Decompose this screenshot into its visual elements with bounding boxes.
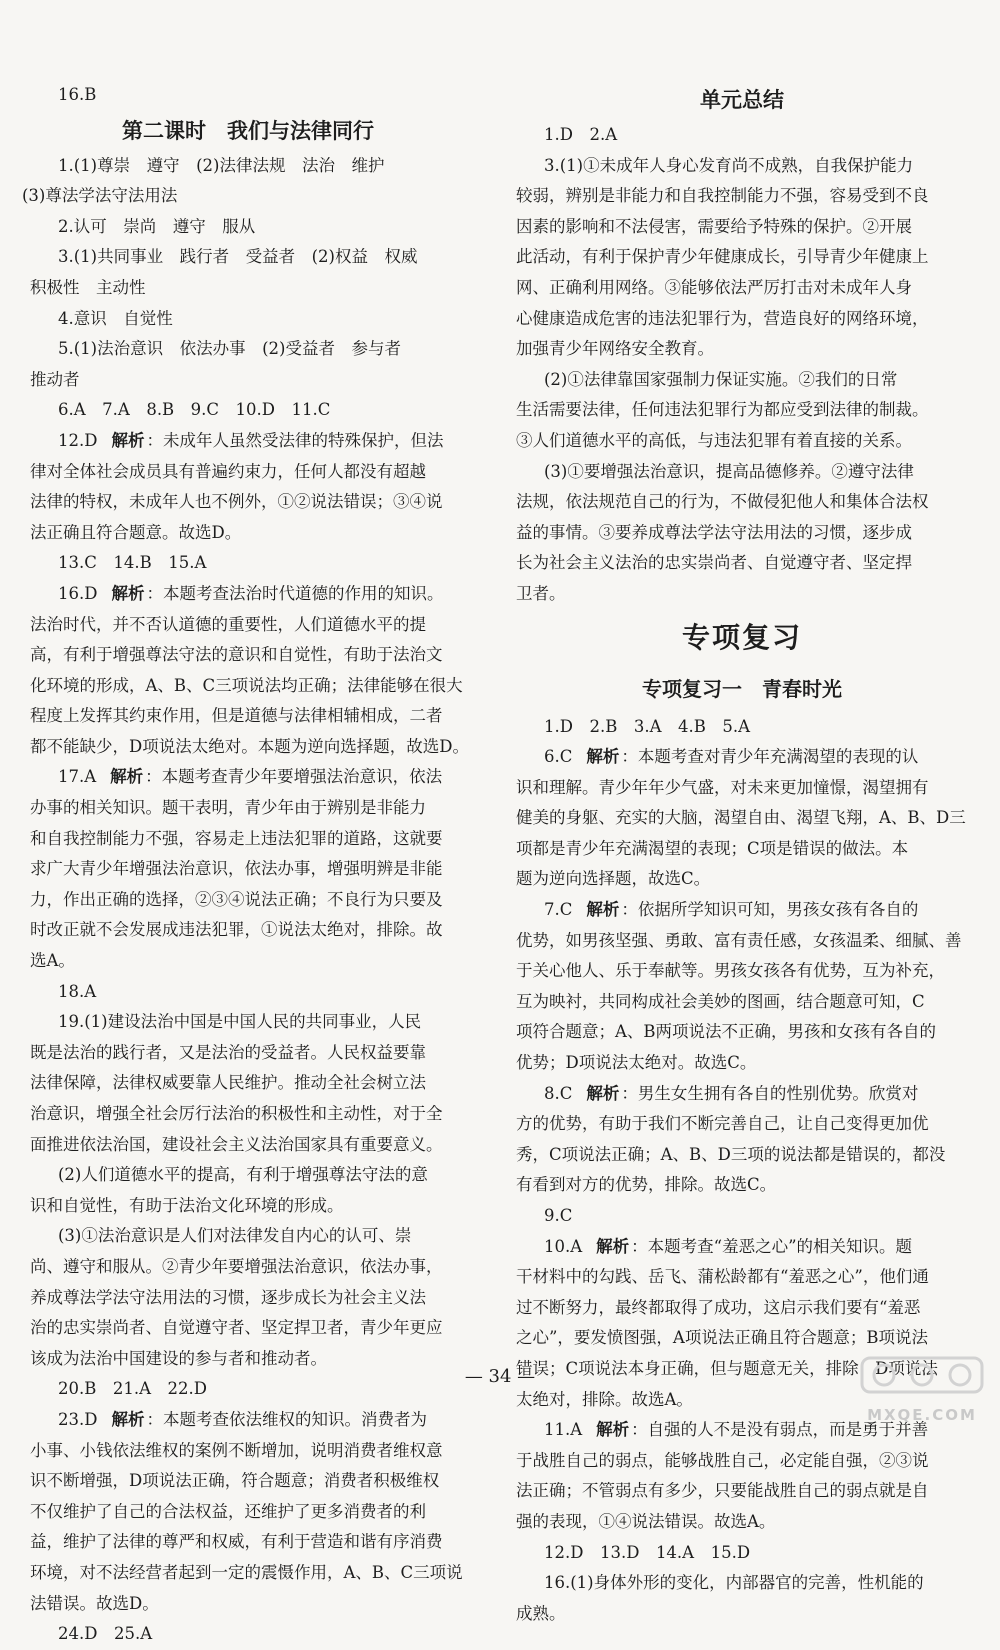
text-line: 错误；C项说法本身正确，但与题意无关，排除；D项说法 [516,1358,938,1378]
analysis-text: ：依据所学知识可知，男孩女孩有各自的 [621,900,919,920]
text-line: 16.(1)身体外形的变化，内部器官的完善，性机能的 [544,1573,924,1593]
text-line: 法错误。故选D。 [30,1593,159,1613]
text-line: 2.认可 崇尚 遵守 服从 [58,216,256,236]
text-line: 24.D 25.A [58,1624,153,1644]
text-line: 互为映衬，共同构成社会美妙的图画，结合题意可知，C [516,991,925,1011]
text-line: 4.意识 自觉性 [58,308,173,328]
text-line: 求广大青少年增强法治意识，依法办事，增强明辨是非能 [30,859,443,879]
left-column [22,80,474,1650]
answer-number: 10.A [544,1236,583,1256]
text-line: 法正确；不管弱点有多少，只要能战胜自己的弱点就是自 [516,1481,929,1501]
answer-number: 7.C [544,900,573,920]
text-line: 长为社会主义法治的忠实崇尚者、自觉遵守者、坚定捍 [516,553,912,573]
text-line: (2)①法律靠国家强制力保证实施。②我们的日常 [544,369,898,389]
text-line: 16.B [58,85,97,104]
analysis-label: 解析 [596,1420,630,1440]
text-line: 力，作出正确的选择，②③④说法正确；不良行为只要及 [30,889,443,909]
text-line: (3)①要增强法治意识，提高品德修养。②遵守法律 [544,461,914,481]
text-line: 法律的特权，未成年人也不例外，①②说法错误；③④说 [30,492,443,512]
text-line: 律对全体社会成员具有普遍约束力，任何人都没有超越 [30,461,426,481]
text-line [508,895,976,926]
answer-number: 12.D [58,430,98,450]
text-line: 高，有利于增强尊法守法的意识和自觉性，有助于法治文 [30,645,443,665]
text-line: 13.C 14.B 15.A [58,553,207,573]
analysis-label: 解析 [110,767,144,787]
answer-number: 16.D [58,583,98,603]
text-line: 题为逆向选择题，故选C。 [516,869,711,889]
analysis-text: ：本题考查依法维权的知识。消费者为 [146,1409,427,1429]
text-line: 积极性 主动性 [30,277,146,297]
text-line: 法规，依法规范自己的行为，不做侵犯他人和集体合法权 [516,492,929,512]
text-line: 健美的身躯、充实的大脑，渴望自由、渴望飞翔，A、B、D三 [516,808,966,828]
text-line: 治意识，增强全社会厉行法治的积极性和主动性，对于全 [30,1104,443,1123]
text-line: 太绝对，排除。故选A。 [516,1389,693,1409]
analysis-text: ：男生女生拥有各自的性别优势。欣赏对 [621,1083,919,1103]
text-line: 项符合题意；A、B两项说法不正确，男孩和女孩有各自的 [516,1022,937,1042]
analysis-label: 解析 [111,583,145,603]
text-line [22,762,474,793]
text-line: 项都是青少年充满渴望的表现；C项是错误的做法。本 [516,838,909,858]
text-line: 该成为法治中国建设的参与者和推动者。 [30,1348,327,1368]
text-line: 18.A [58,981,97,1001]
text-line: 化环境的形成，A、B、C三项说法均正确；法律能够在很大 [30,675,463,695]
analysis-text: ：本题考查对青少年充满渴望的表现的认 [621,747,919,767]
text-line: 过不断努力，最终都取得了成功，这启示我们要有“羞恶 [516,1297,921,1317]
text-line: (3)①法治意识是人们对法律发自内心的认可、崇 [58,1226,412,1246]
analysis-label: 解析 [586,747,620,767]
text-line: 1.D 2.B 3.A 4.B 5.A [544,716,751,736]
text-line: 因素的影响和不法侵害，需要给予特殊的保护。②开展 [516,216,912,236]
text-line: 小事、小钱依法维权的案例不断增加，说明消费者维权意 [30,1440,443,1460]
text-line: 优势；D项说法太绝对。故选C。 [516,1053,757,1073]
text-line: 干材料中的勾践、岳飞、蒲松龄都有“羞恶之心”，他们通 [516,1267,929,1287]
analysis-text: ：本题考查法治时代道德的作用的知识。 [146,583,444,603]
text-line: 于关心他人、乐于奉献等。男孩女孩各有优势，互为补充， [516,961,945,981]
answer-number: 8.C [544,1083,573,1103]
text-line: 识和自觉性，有助于法治文化环境的形成。 [30,1195,344,1215]
text-line: 19.(1)建设法治中国是中国人民的共同事业，人民 [58,1012,422,1032]
text-line: 益，维护了法律的尊严和权威，有利于营造和谐有序消费 [30,1532,443,1552]
text-line: 选A。 [30,951,75,971]
text-line: 识和理解。青少年年少气盛，对未来更加憧憬，渴望拥有 [516,777,929,797]
text-line: 5.(1)法治意识 依法办事 (2)受益者 参与者 [58,339,401,359]
answer-number: 6.C [544,747,573,767]
text-line: 强的表现，①④说法错误。故选A。 [516,1511,776,1531]
text-line: 6.A 7.A 8.B 9.C 10.D 11.C [58,400,331,420]
text-line: 不仅维护了自己的合法权益，还维护了更多消费者的利 [30,1501,426,1521]
text-line: 3.(1)①未成年人身心发育尚不成熟，自我保护能力 [544,155,914,175]
text-line: 识不断增强，D项说法正确，符合题意；消费者积极维权 [30,1471,440,1491]
answer-number: 11.A [544,1420,583,1440]
text-line: 法律保障，法律权威要靠人民维护。推动全社会树立法 [30,1073,426,1093]
text-line: 面推进依法治国，建设社会主义法治国家具有重要意义。 [30,1134,443,1154]
analysis-label: 解析 [111,1409,145,1429]
text-line: 治的忠实崇尚者、自觉遵守者、坚定捍卫者，青少年更应 [30,1318,443,1338]
analysis-text: ：本题考查青少年要增强法治意识，依法 [145,767,443,787]
text-line: 尚、遵守和服从。②青少年要增强法治意识，依法办事， [30,1256,443,1276]
text-line: 养成尊法学法守法用法的习惯，逐步成长为社会主义法 [30,1287,426,1307]
text-line [508,1232,976,1263]
text-line: 都不能缺少，D项说法太绝对。本题为逆向选择题，故选D。 [30,736,469,756]
text-line: 秀，C项说法正确；A、B、D三项的说法都是错误的，都没 [516,1144,946,1164]
text-line: 9.C [544,1206,573,1225]
analysis-text: ：本题考查“羞恶之心”的相关知识。题 [631,1236,913,1256]
page-number: — 34 — [464,1366,536,1387]
text-line: 生活需要法律，任何违法犯罪行为都应受到法律的制裁。 [516,400,929,420]
text-line [22,426,474,457]
text-line: 加强青少年网络安全教育。 [516,339,714,359]
text-line: 12.D 13.D 14.A 15.D [544,1542,751,1562]
text-line: (2)人们道德水平的提高，有利于增强尊法守法的意 [58,1165,428,1185]
text-line: 成熟。 [516,1603,566,1623]
answer-number: 17.A [58,767,97,787]
text-line: 有看到对方的优势，排除。故选C。 [516,1175,777,1195]
text-line: 之心”，要发愤图强，A项说法正确且符合题意；B项说法 [516,1328,928,1348]
text-line: 3.(1)共同事业 践行者 受益者 (2)权益 权威 [58,247,418,267]
section-heading: 单元总结 [700,87,784,112]
text-line: 法治时代，并不否认道德的重要性，人们道德水平的提 [30,614,426,634]
text-line [508,1079,976,1110]
section-heading: 第二课时 我们与法律同行 [122,117,374,143]
text-line: 时改正就不会发展成违法犯罪，①说法太绝对，排除。故 [30,920,443,940]
text-line: 和自我控制能力不强，容易走上违法犯罪的道路，这就要 [30,828,443,848]
text-line: 1.D 2.A [544,125,618,144]
section-heading: 专项复习一 青春时光 [642,676,842,701]
text-line: 方的优势，有助于我们不断完善自己，让自己变得更加优 [516,1114,929,1134]
text-line: 益的事情。③要养成尊法学法守法用法的习惯，逐步成 [516,522,912,542]
text-line: 既是法治的践行者，又是法治的受益者。人民权益要靠 [30,1042,426,1062]
text-line: 心健康造成危害的违法犯罪行为，营造良好的网络环境， [516,308,929,328]
text-line [22,579,474,610]
answer-number: 23.D [58,1409,98,1429]
text-line: 推动者 [30,369,80,389]
text-line: 较弱，辨别是非能力和自我控制能力不强，容易受到不良 [516,186,929,206]
watermark-text: MXQE.COM [867,1406,977,1424]
text-line: 网、正确利用网络。③能够依法严厉打击对未成年人身 [516,277,912,297]
text-line: 办事的相关知识。题干表明，青少年由于辨别是非能力 [30,798,426,818]
text-line: (3)尊法学法守法用法 [22,186,178,206]
analysis-label: 解析 [586,900,620,920]
text-line [22,1405,474,1436]
section-heading: 专项复习 [681,620,802,654]
text-line: 1.(1)尊崇 遵守 (2)法律法规 法治 维护 [58,155,385,175]
text-line: 此活动，有利于保护青少年健康成长，引导青少年健康上 [516,247,929,267]
text-line: 卫者。 [516,583,566,603]
text-line: ③人们道德水平的高低，与违法犯罪有着直接的关系。 [516,430,912,450]
analysis-text: ：自强的人不是没有弱点，而是勇于并善 [631,1420,929,1440]
text-line: 于战胜自己的弱点，能够战胜自己，必定能自强，②③说 [516,1450,929,1470]
text-line: 环境，对不法经营者起到一定的震慑作用，A、B、C三项说 [30,1562,463,1582]
analysis-label: 解析 [596,1236,630,1256]
text-line: 法正确且符合题意。故选D。 [30,522,242,542]
text-line: 20.B 21.A 22.D [58,1379,207,1399]
text-line [508,742,976,773]
analysis-label: 解析 [111,430,145,450]
analysis-text: ：未成年人虽然受法律的特殊保护，但法 [146,430,444,450]
text-line: 程度上发挥其约束作用，但是道德与法律相辅相成，二者 [30,706,443,726]
analysis-label: 解析 [586,1083,620,1103]
text-line: 优势，如男孩坚强、勇敢、富有责任感，女孩温柔、细腻、善 [516,930,962,950]
